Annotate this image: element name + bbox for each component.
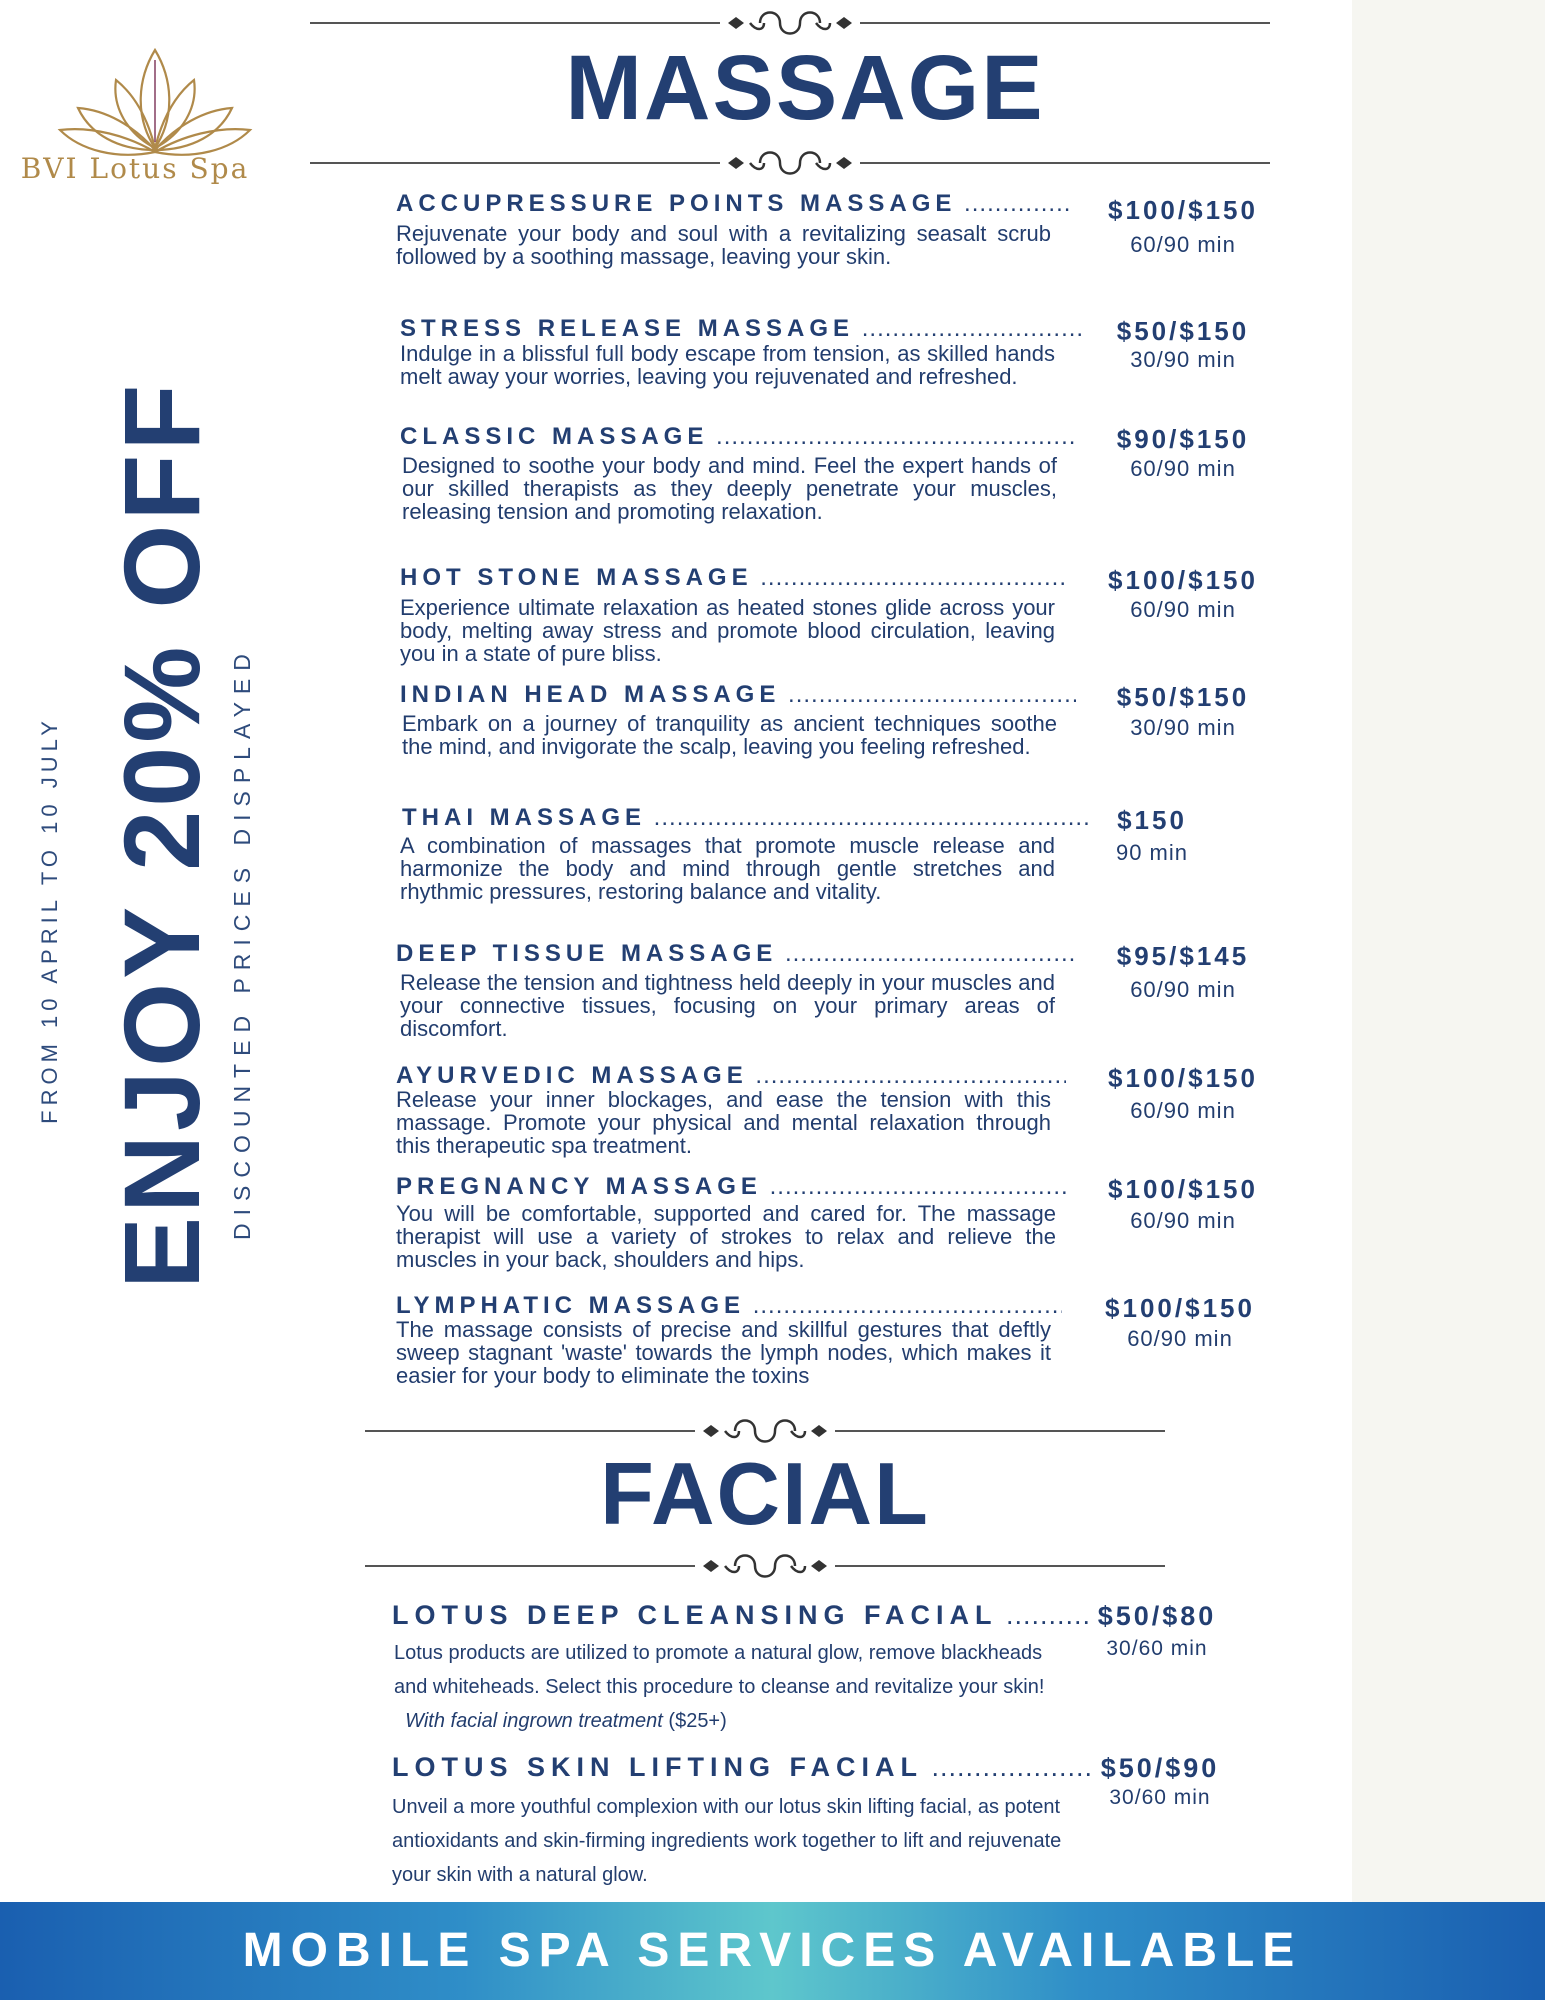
- item-name: LYMPHATIC MASSAGE .....: [396, 1292, 1062, 1320]
- item-description: The massage consists of precise and skillful gestures that deftly sweep stagnant 'waste' towards the lymph nodes, which makes it easier for your body to eliminate the toxins: [396, 1317, 1051, 1388]
- item-duration: 60/90 min: [1130, 597, 1236, 622]
- item-description: Release the tension and tightness held deeply in your muscles and your connective tissues, focusing on your primary areas of discomfort.: [400, 970, 1055, 1041]
- item-price: $90/$150: [1116, 424, 1250, 454]
- item-name: INDIAN HEAD MASSAGE .....: [400, 681, 1076, 709]
- item-name: THAI MASSAGE .....: [402, 804, 1092, 832]
- ornament-divider-icon: [365, 1418, 1165, 1444]
- item-description: Experience ultimate relaxation as heated stones glide across your body, melting away stress and promote blood circulation, leaving you in a state of pure bliss.: [400, 595, 1055, 666]
- item-name: AYURVEDIC MASSAGE .....: [396, 1062, 1066, 1090]
- item-name: CLASSIC MASSAGE .....: [400, 423, 1076, 451]
- item-price: $95/$145: [1116, 941, 1250, 971]
- item-description-text: Lotus products are utilized to promote a natural glow, remove blackheads and whiteheads. Select this procedure to cleanse and revitalize your skin!: [394, 1642, 1045, 1698]
- banner-text: MOBILE SPA SERVICES AVAILABLE: [242, 1924, 1303, 1977]
- item-duration: 60/90 min: [1130, 1098, 1236, 1123]
- facial-title: FACIAL: [600, 1444, 930, 1543]
- brand-name: BVI Lotus Spa: [20, 152, 250, 185]
- item-description: Release your inner blockages, and ease the tension with this massage. Promote your physical and mental relaxation through this therapeutic spa treatment.: [396, 1087, 1051, 1158]
- item-note: With facial ingrown treatment: [405, 1710, 663, 1732]
- item-duration: 60/90 min: [1127, 1326, 1233, 1351]
- item-note-price: ($25+): [668, 1710, 727, 1732]
- item-price: $100/$150: [1108, 565, 1258, 595]
- item-duration: 90 min: [1115, 840, 1189, 865]
- item-name: LOTUS SKIN LIFTING FACIAL .....: [392, 1752, 1090, 1783]
- item-description: Unveil a more youthful complexion with our lotus skin lifting facial, as potent antioxidants and skin-firming ingredients work together to lift and rejuvenate your skin with a natural glow.: [392, 1796, 1062, 1886]
- massage-title: MASSAGE: [565, 37, 1045, 139]
- promo-note: DISCOUNTED PRICES DISPLAYED: [229, 646, 255, 1240]
- ornament-divider-icon: [365, 1553, 1165, 1579]
- item-duration: 30/60 min: [1109, 1786, 1211, 1809]
- promo-dates: FROM 10 APRIL TO 10 JULY: [37, 716, 62, 1124]
- item-description: You will be comfortable, supported and cared for. The massage therapist will use a variety of strokes to relax and relieve the muscles in your back, shoulders and hips.: [396, 1201, 1056, 1272]
- item-name: STRESS RELEASE MASSAGE .....: [400, 315, 1086, 343]
- item-description: Rejuvenate your body and soul with a revitalizing seasalt scrub followed by a soothing massage, leaving your skin.: [396, 221, 1051, 269]
- ornament-divider-icon: [310, 150, 1270, 176]
- item-price: $50/$150: [1116, 316, 1250, 346]
- item-description: Embark on a journey of tranquility as ancient techniques soothe the mind, and invigorate the scalp, leaving you feeling refreshed.: [402, 711, 1057, 759]
- item-name: HOT STONE MASSAGE .....: [400, 564, 1066, 592]
- item-price: $50/$90: [1100, 1753, 1220, 1783]
- item-name: PREGNANCY MASSAGE .....: [396, 1173, 1066, 1201]
- item-description: A combination of massages that promote muscle release and harmonize the body and mind through gentle stretches and rhythmic pressures, restoring balance and vitality.: [400, 833, 1055, 904]
- item-price: $100/$150: [1108, 1174, 1258, 1204]
- item-price: $100/$150: [1108, 1063, 1258, 1093]
- item-price: $50/$150: [1116, 682, 1250, 712]
- promo-headline: ENJOY 20% OFF: [101, 380, 222, 1289]
- item-price: $100/$150: [1108, 195, 1258, 225]
- item-duration: 30/60 min: [1106, 1637, 1208, 1660]
- item-duration: 60/90 min: [1130, 977, 1236, 1002]
- item-duration: 60/90 min: [1130, 1208, 1236, 1233]
- ornament-divider-icon: [310, 10, 1270, 36]
- item-name: LOTUS DEEP CLEANSING FACIAL .....: [392, 1600, 1090, 1631]
- item-name: ACCUPRESSURE POINTS MASSAGE .....: [396, 190, 1072, 218]
- item-description: Designed to soothe your body and mind. Feel the expert hands of our skilled therapists as they deeply penetrate your muscles, releasing tension and promoting relaxation.: [402, 453, 1057, 524]
- item-duration: 60/90 min: [1130, 232, 1236, 257]
- item-duration: 60/90 min: [1130, 456, 1236, 481]
- item-price: $50/$80: [1097, 1601, 1217, 1631]
- item-description: Indulge in a blissful full body escape from tension, as skilled hands melt away your worries, leaving you rejuvenated and refreshed.: [400, 341, 1055, 389]
- item-duration: 30/90 min: [1130, 715, 1236, 740]
- side-strip: [1352, 0, 1545, 2000]
- item-description: [394, 1636, 1074, 1738]
- item-price: $100/$150: [1105, 1293, 1255, 1323]
- item-name: DEEP TISSUE MASSAGE .....: [396, 940, 1076, 968]
- item-duration: 30/90 min: [1130, 347, 1236, 372]
- item-price: $150: [1117, 805, 1187, 835]
- mobile-spa-banner: [0, 1902, 1545, 2000]
